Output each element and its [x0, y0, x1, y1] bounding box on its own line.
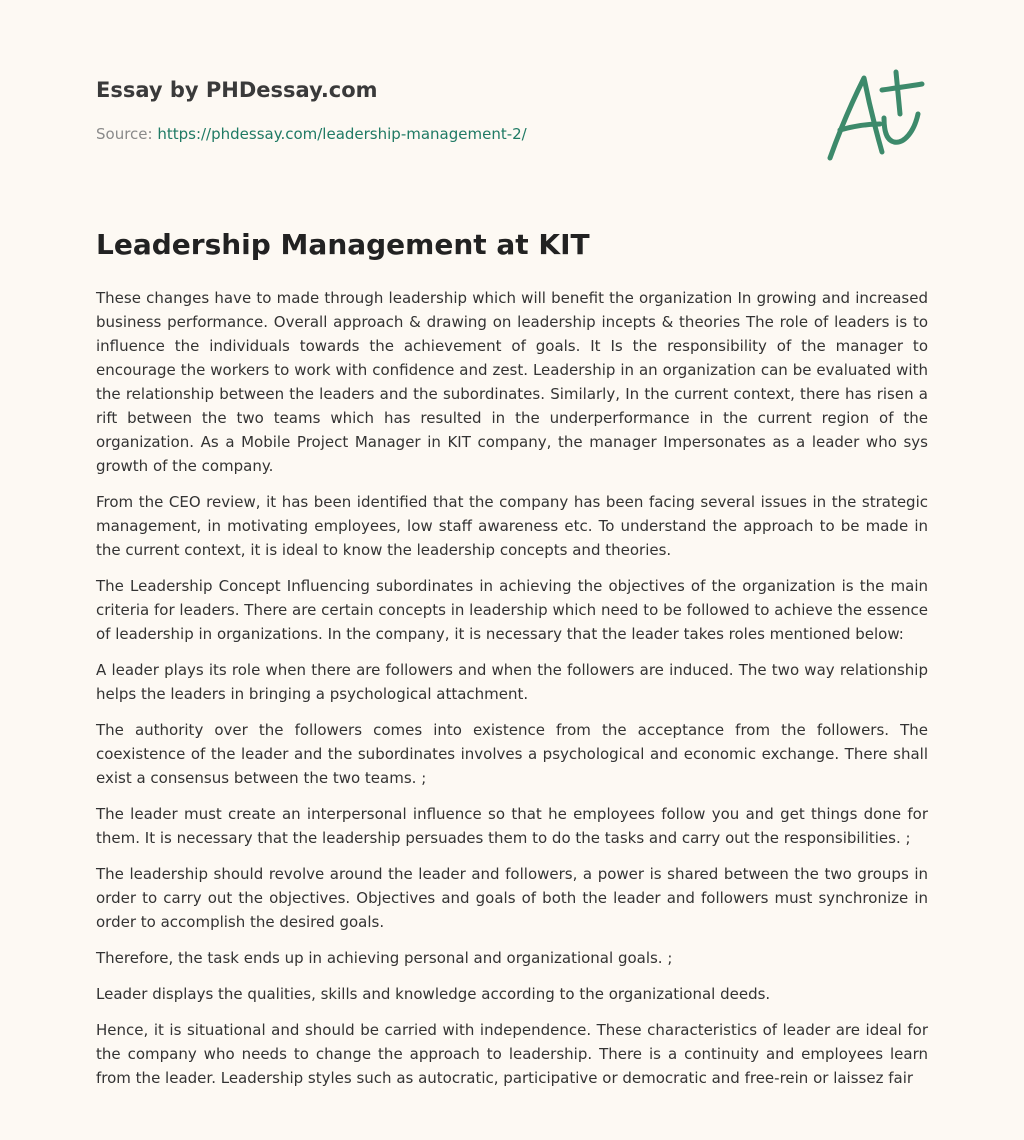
source-line [96, 124, 796, 144]
article-title: Leadership Management at KIT [96, 228, 590, 261]
paragraph-5: The authority over the followers comes into existence from the acceptance from the followers. The coexistence of the leader and the subordinates involves a psychological and economic exchange. There shall exist a consensus between the two teams. ; [96, 721, 928, 787]
paragraph-10: Hence, it is situational and should be carried with independence. These characteristics of leader are ideal for the company who needs to change the approach to leadership. There is a continuity and employees learn from the leader. Leadership styles such as autocratic, participative or democratic and free-rein or laissez fair [96, 1021, 928, 1087]
paragraph-7: The leadership should revolve around the leader and followers, a power is shared between the two groups in order to carry out the objectives. Objectives and goals of both the leader and followers must synchronize in order to accomplish the desired goals. [96, 865, 928, 931]
site-title: Essay by PHDessay.com [96, 78, 378, 102]
paragraph-2: From the CEO review, it has been identified that the company has been facing several issues in the strategic management, in motivating employees, low staff awareness etc. To understand the approach to be made in the current context, it is ideal to know the leadership concepts and theories. [96, 493, 928, 559]
source-label: Source: [96, 125, 158, 143]
page-header [96, 76, 796, 144]
paragraph-4: A leader plays its role when there are followers and when the followers are induced. The two way relationship helps the leaders in bringing a psychological attachment. [96, 661, 928, 703]
article [96, 226, 928, 1102]
paragraph-3: The Leadership Concept Influencing subordinates in achieving the objectives of the organization is the main criteria for leaders. There are certain concepts in leadership which need to be followed to achieve the essence of leadership in organizations. In the company, it is necessary that the leader takes roles mentioned below: [96, 577, 928, 643]
paragraph-8: Therefore, the task ends up in achieving personal and organizational goals. ; [96, 949, 673, 967]
paragraph-6: The leader must create an interpersonal influence so that he employees follow you and get things done for them. It is necessary that the leadership persuades them to do the tasks and carry out the responsibilities. ; [96, 805, 928, 847]
source-link[interactable]: https://phdessay.com/leadership-management-2/ [157, 125, 527, 143]
paragraph-9: Leader displays the qualities, skills and knowledge according to the organizational deeds. [96, 985, 771, 1003]
a-plus-logo-icon [822, 68, 928, 164]
paragraph-1: These changes have to made through leadership which will benefit the organization In growing and increased business performance. Overall approach & drawing on leadership incepts & theories The role of leaders is to influence the individuals towards the achievement of goals. It Is the responsibility of the manager to encourage the workers to work with confidence and zest. Leadership in an organization can be evaluated with the relationship between the leaders and the subordinates. Similarly, In the current context, there has risen a rift between the two teams which has resulted in the underperformance in the current region of the organization. As a Mobile Project Manager in KIT company, the manager Impersonates as a leader who sys growth of the company. [96, 289, 928, 475]
